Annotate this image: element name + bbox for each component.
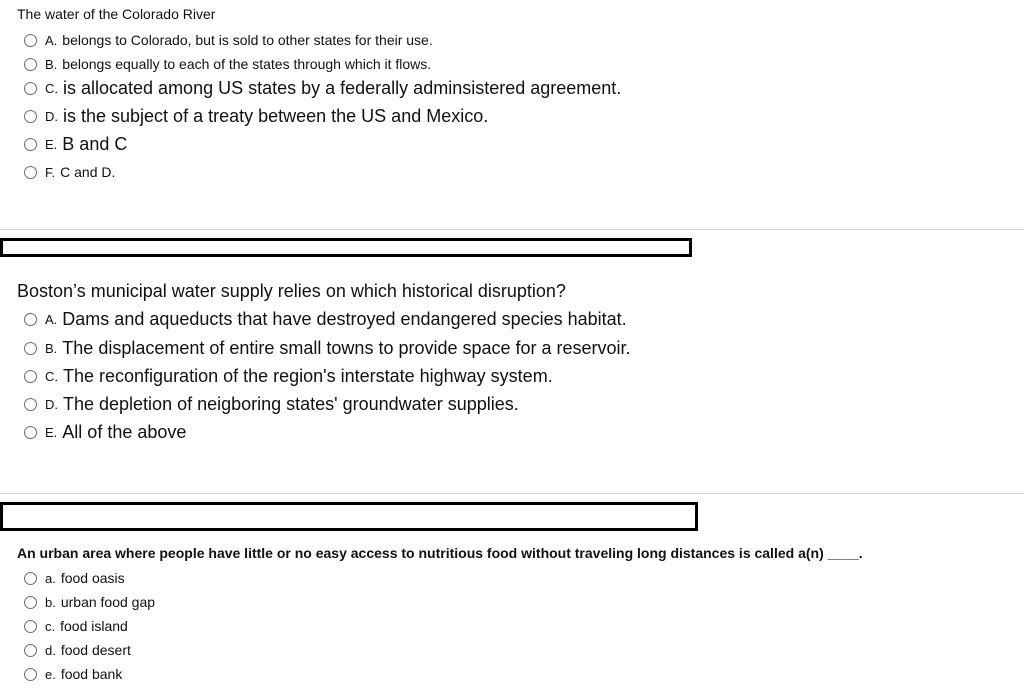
radio-button[interactable] xyxy=(24,342,37,355)
q1-option-d[interactable] xyxy=(24,106,488,127)
option-text: is the subject of a treaty between the US and Mexico. xyxy=(63,106,489,126)
radio-button[interactable] xyxy=(24,426,37,439)
option-letter: C. xyxy=(45,81,58,96)
radio-button[interactable] xyxy=(24,138,37,151)
option-text: The depletion of neigboring states' groundwater supplies. xyxy=(63,394,519,414)
option-letter: a. xyxy=(45,570,56,586)
option-letter: c. xyxy=(45,618,56,634)
option-letter: B. xyxy=(45,56,58,72)
q1-option-f[interactable] xyxy=(24,164,115,180)
option-letter: D. xyxy=(45,109,58,124)
option-letter: d. xyxy=(45,642,56,658)
section-divider xyxy=(0,493,1024,494)
q2-option-a[interactable] xyxy=(24,309,627,330)
option-text: Dams and aqueducts that have destroyed endangered species habitat. xyxy=(62,309,627,329)
radio-button[interactable] xyxy=(24,398,37,411)
radio-button[interactable] xyxy=(24,34,37,47)
radio-button[interactable] xyxy=(24,82,37,95)
option-text: belongs equally to each of the states through which it flows. xyxy=(62,56,432,72)
option-text: food desert xyxy=(60,642,131,658)
option-text: belongs to Colorado, but is sold to other states for their use. xyxy=(62,32,433,48)
option-letter: F. xyxy=(45,164,56,180)
radio-button[interactable] xyxy=(24,110,37,123)
q3-option-c[interactable] xyxy=(24,618,128,634)
option-text: B and C xyxy=(62,134,128,154)
option-letter: E. xyxy=(45,137,58,152)
redaction-box xyxy=(0,238,692,257)
question-2-prompt: Boston’s municipal water supply relies on which historical disruption? xyxy=(17,281,566,301)
option-letter: B. xyxy=(45,341,58,356)
option-text: C and D. xyxy=(60,164,116,180)
q2-option-b[interactable] xyxy=(24,338,631,359)
question-1-prompt: The water of the Colorado River xyxy=(17,6,216,22)
option-text: food island xyxy=(60,618,128,634)
option-text: food bank xyxy=(60,666,123,682)
radio-button[interactable] xyxy=(24,313,37,326)
question-3-prompt: An urban area where people have little or no easy access to nutritious food without traveling long distances is called a(n) ____. xyxy=(17,545,863,561)
option-text: urban food gap xyxy=(60,594,156,610)
q3-option-d[interactable] xyxy=(24,642,131,658)
option-text: All of the above xyxy=(62,422,187,442)
option-letter: D. xyxy=(45,397,58,412)
q3-option-e[interactable] xyxy=(24,666,122,682)
q1-option-b[interactable] xyxy=(24,56,431,72)
q3-option-a[interactable] xyxy=(24,570,125,586)
option-letter: E. xyxy=(45,425,58,440)
radio-button[interactable] xyxy=(24,620,37,633)
radio-button[interactable] xyxy=(24,596,37,609)
section-divider xyxy=(0,229,1024,230)
q2-option-e[interactable] xyxy=(24,422,186,443)
option-text: The reconfiguration of the region's interstate highway system. xyxy=(63,366,553,386)
option-letter: b. xyxy=(45,594,56,610)
radio-button[interactable] xyxy=(24,166,37,179)
radio-button[interactable] xyxy=(24,370,37,383)
q3-option-b[interactable] xyxy=(24,594,155,610)
radio-button[interactable] xyxy=(24,572,37,585)
redaction-box xyxy=(0,502,698,531)
q1-option-c[interactable] xyxy=(24,78,621,99)
q2-option-d[interactable] xyxy=(24,394,519,415)
option-letter: e. xyxy=(45,666,56,682)
option-letter: C. xyxy=(45,369,58,384)
option-letter: A. xyxy=(45,32,58,48)
radio-button[interactable] xyxy=(24,58,37,71)
radio-button[interactable] xyxy=(24,644,37,657)
q1-option-e[interactable] xyxy=(24,134,127,155)
option-letter: A. xyxy=(45,312,58,327)
q1-option-a[interactable] xyxy=(24,32,433,48)
option-text: food oasis xyxy=(60,570,125,586)
option-text: is allocated among US states by a federally adminsistered agreement. xyxy=(63,78,622,98)
option-text: The displacement of entire small towns to provide space for a reservoir. xyxy=(62,338,631,358)
q2-option-c[interactable] xyxy=(24,366,553,387)
radio-button[interactable] xyxy=(24,668,37,681)
